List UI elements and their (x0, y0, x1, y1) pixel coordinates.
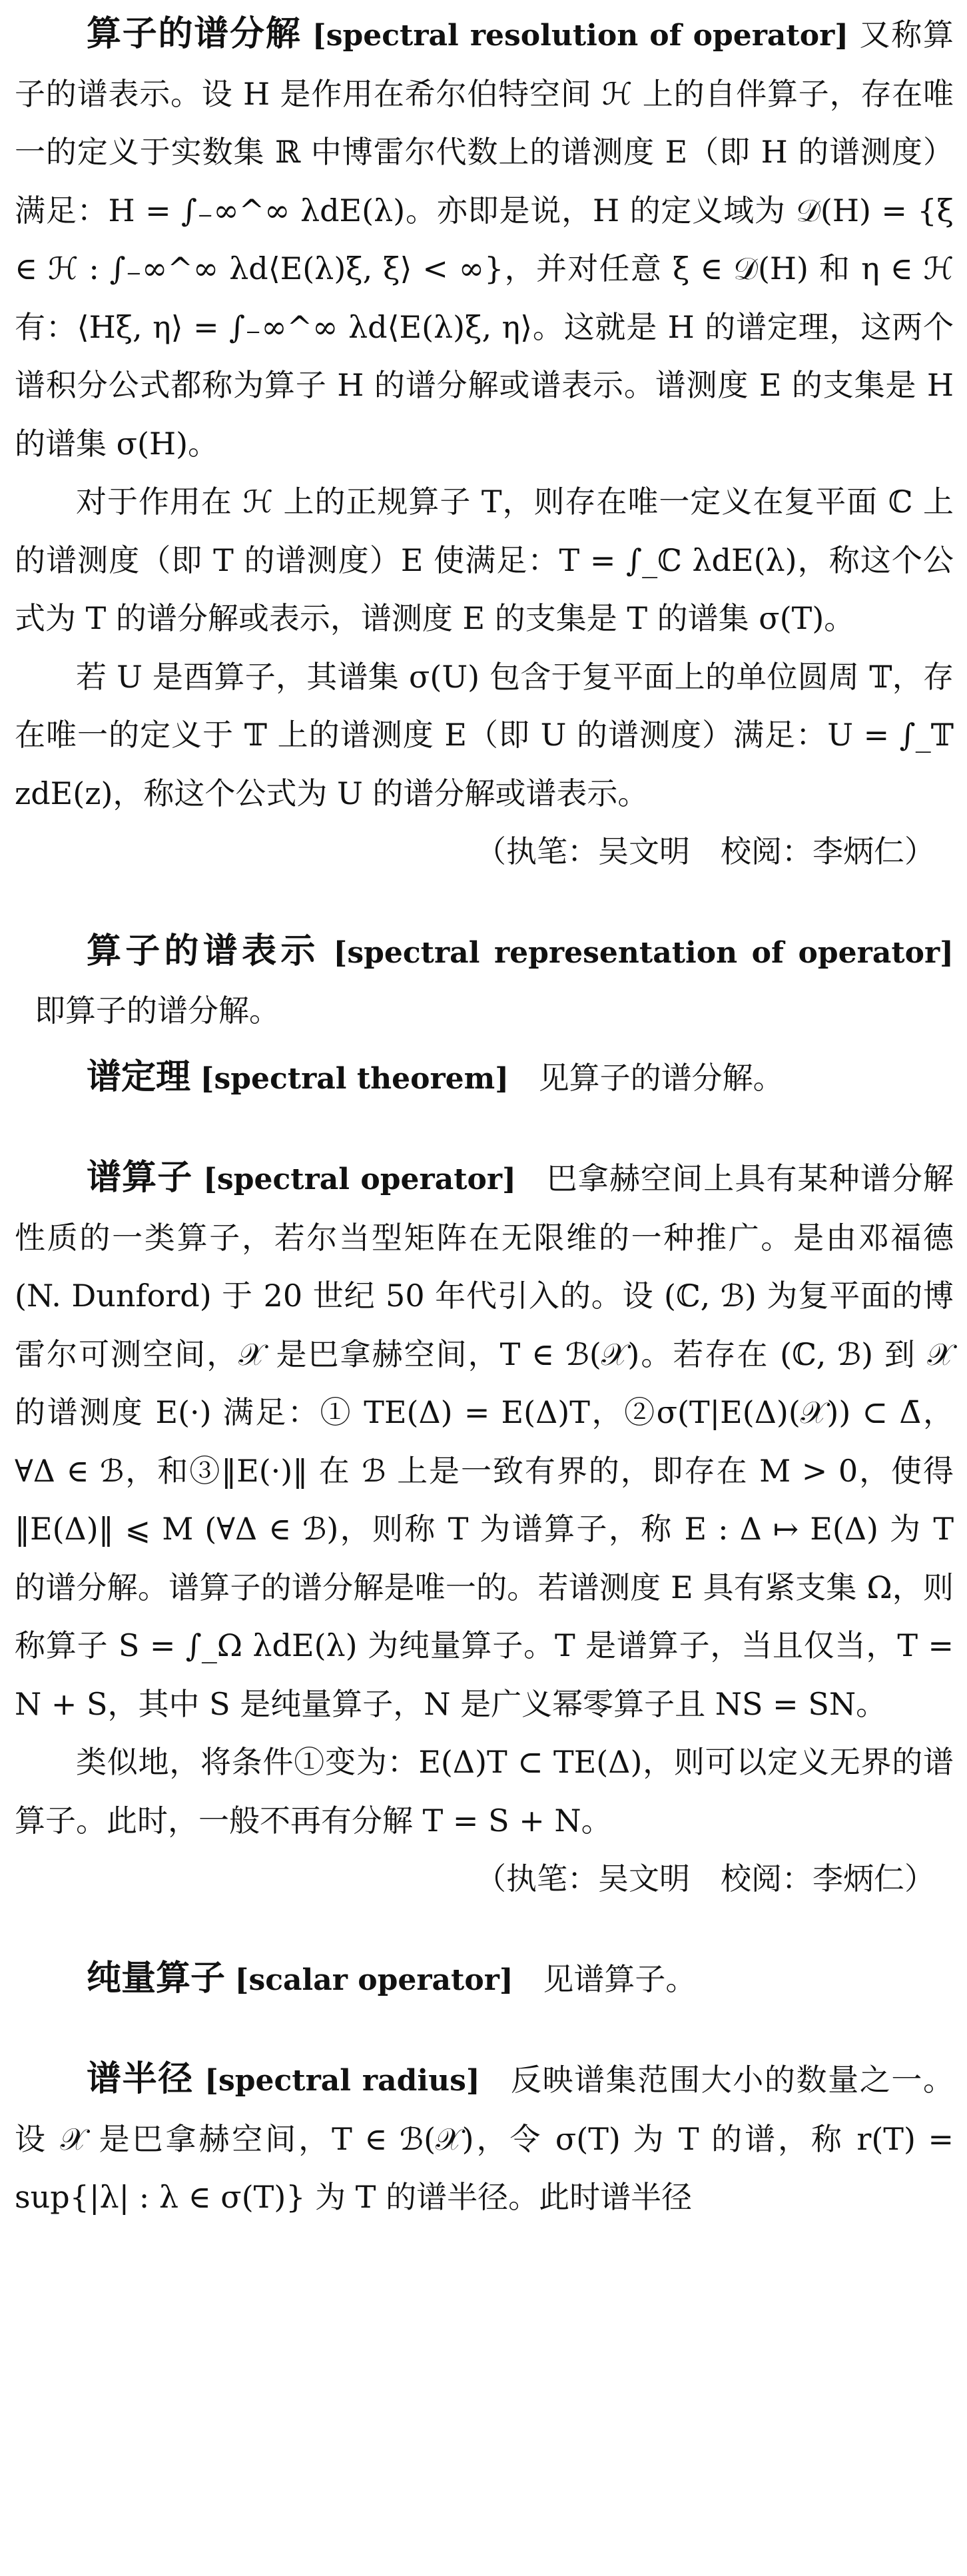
entry-paragraph: 类似地，将条件①变为：E(Δ)T ⊂ TE(Δ)，则可以定义无界的谱算子。此时，一般不再有分解 T = S + N。 (15, 1744, 954, 1839)
entry-term: 算子的谱分解 (87, 14, 302, 54)
cross-reference: 见谱算子。 (543, 1960, 697, 1997)
entry-body: 又称算子的谱表示。设 H 是作用在希尔伯特空间 ℋ 上的自伴算子，存在唯一的定义于实数集 ℝ 中博雷尔代数上的谱测度 E（即 H 的谱测度）满足：H = ∫₋∞^∞ λdE(λ)。亦即是说，H 的定义域为 𝒟(H) = {ξ ∈ ℋ : ∫₋∞^∞ λd⟨E(λ)ξ, ξ⟩ < ∞}，并对任意 ξ ∈ 𝒟(H) 和 η ∈ ℋ 有：⟨Hξ, η⟩ = ∫₋∞^∞ λd⟨E(λ)ξ, η⟩。这就是 H 的谱定理，这两个谱积分公式都称为算子 H 的谱分解或谱表示。谱测度 E 的支集是 H 的谱集 σ(H)。 (15, 17, 954, 462)
entry-spectral-resolution (15, 5, 954, 881)
entry-spectral-radius (15, 2050, 954, 2227)
entry-term: 算子的谱表示 (87, 931, 320, 971)
entry-term: 谱定理 (87, 1057, 191, 1097)
entry-term: 谱半径 (87, 2059, 194, 2099)
author-signature: （执笔：吴文明 校阅：李炳仁） (476, 833, 935, 869)
entry-spectral-operator (15, 1149, 954, 1909)
entry-paragraph (15, 5, 954, 473)
cross-reference: 即算子的谱分解。 (35, 993, 280, 1029)
entry-english: [spectral radius] (204, 2064, 480, 2098)
entry-term: 纯量算子 (87, 1958, 226, 1998)
entry-spectral-theorem (15, 1049, 954, 1108)
entry-spectral-representation (15, 923, 954, 1041)
entry-paragraph: 对于作用在 ℋ 上的正规算子 T，则存在唯一定义在复平面 ℂ 上的谱测度（即 T 的谱测度）E 使满足：T = ∫_ℂ λdE(λ)，称这个公式为 T 的谱分解或表示，谱测度 E 的支集是 T 的谱集 σ(T)。 (15, 484, 954, 636)
entry-paragraph (15, 923, 954, 1041)
entry-paragraph (15, 1950, 954, 2010)
entry-english: [scalar operator] (234, 1962, 513, 1997)
entry-english: [spectral representation of operator] (333, 935, 954, 970)
entry-body: 巴拿赫空间上具有某种谱分解性质的一类算子，若尔当型矩阵在无限维的一种推广。是由邓福德 (N. Dunford) 于 20 世纪 50 年代引入的。设 (ℂ, ℬ) 为复平面的博雷尔可测空间，𝒳 是巴拿赫空间，T ∈ ℬ(𝒳)。若存在 (ℂ, ℬ) 到 𝒳 的谱测度 E(·) 满足：① TE(Δ) = E(Δ)T，②σ(T|E(Δ)(𝒳)) ⊂ Δ̄，∀Δ ∈ ℬ，和③‖E(·)‖ 在 ℬ 上是一致有界的，即存在 M > 0，使得 ‖E(Δ)‖ ⩽ M (∀Δ ∈ ℬ)，则称 T 为谱算子，称 E : Δ ↦ E(Δ) 为 T 的谱分解。谱算子的谱分解是唯一的。若谱测度 E 具有紧支集 Ω，则称算子 S = ∫_Ω λdE(λ) 为纯量算子。T 是谱算子，当且仅当，T = N + S，其中 S 是纯量算子，N 是广义幂零算子且 NS = SN。 (15, 1160, 954, 1722)
cross-reference: 见算子的谱分解。 (538, 1059, 784, 1096)
entry-scalar-operator (15, 1950, 954, 2010)
author-signature: （执笔：吴文明 校阅：李炳仁） (476, 1861, 935, 1897)
entry-term: 谱算子 (87, 1158, 193, 1198)
entry-paragraph: 若 U 是酉算子，其谱集 σ(U) 包含于复平面上的单位圆周 𝕋，存在唯一的定义于 𝕋 上的谱测度 E（即 U 的谱测度）满足：U = ∫_𝕋 zdE(z)，称这个公式为 U 的谱分解或谱表示。 (15, 658, 954, 811)
entry-english: [spectral operator] (203, 1162, 516, 1196)
entry-paragraph (15, 1149, 954, 1733)
entry-english: [spectral resolution of operator] (312, 19, 849, 53)
entry-body: 反映谱集范围大小的数量之一。设 𝒳 是巴拿赫空间，T ∈ ℬ(𝒳)，令 σ(T) 为 T 的谱，称 r(T) = sup{|λ| : λ ∈ σ(T)} 为 T 的谱半径。此时谱半径 (15, 2062, 954, 2215)
entry-paragraph (15, 1049, 954, 1108)
entry-paragraph (15, 2050, 954, 2227)
entry-english: [spectral theorem] (200, 1061, 509, 1096)
